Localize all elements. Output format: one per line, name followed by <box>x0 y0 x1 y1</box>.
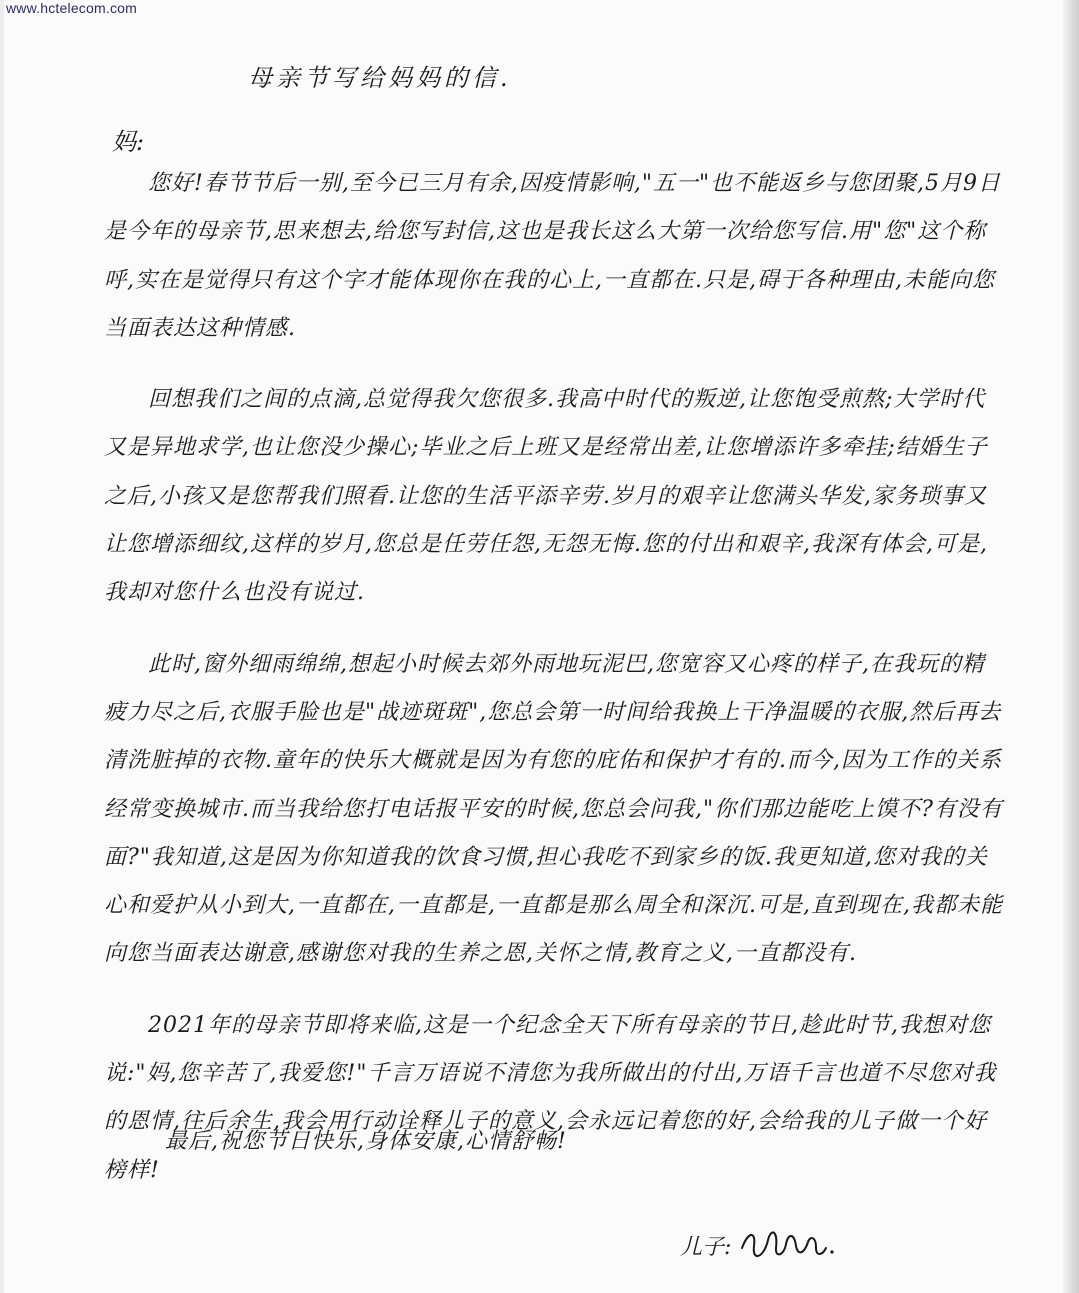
watermark-url: www.hctelecom.com <box>6 0 137 16</box>
signature-label: 儿子: <box>680 1235 732 1260</box>
letter-body <box>104 160 1004 1218</box>
closing-wishes: 最后,祝您节日快乐,身体安康,心情舒畅! <box>165 1129 567 1154</box>
letter-title: 母亲节写给妈妈的信. <box>248 64 512 92</box>
scan-edge-left <box>0 0 4 1293</box>
scan-edge-right <box>1063 0 1079 1293</box>
salutation: 妈: <box>112 128 145 156</box>
paragraph-2: 回想我们之间的点滴,总觉得我欠您很多.我高中时代的叛逆,让您饱受煎熬;大学时代又是异地求学,也让您没少操心;毕业之后上班又是经常出差,让您增添许多牵挂;结婚生子之后,小孩又是您帮我们照看.让您的生活平添辛劳.岁月的艰辛让您满头华发,家务琐事又让您增添细纹,这样的岁月,您总是任劳任怨,无怨无悔.您的付出和艰辛,我深有体会,可是,我却对您什么也没有说过. <box>104 387 988 606</box>
paragraph-3: 此时,窗外细雨绵绵,想起小时候去郊外雨地玩泥巴,您宽容又心疼的样子,在我玩的精疲力尽之后,衣服手脸也是"战迹斑斑",您总会第一时间给我换上干净温暖的衣服,然后再去清洗脏掉的衣物.童年的快乐大概就是因为有您的庇佑和保护才有的.而今,因为工作的关系经常变换城市.而当我给您打电话报平安的时候,您总会问我,"你们那边能吃上馍不?有没有面?"我知道,这是因为你知道我的饮食习惯,担心我吃不到家乡的饭.我更知道,您对我的关心和爱护从小到大,一直都在,一直都是,一直都是那么周全和深沉.可是,直到现在,我都未能向您当面表达谢意,感谢您对我的生养之恩,关怀之情,教育之义,一直都没有. <box>104 651 1003 967</box>
paragraph-1: 您好!春节节后一别,至今已三月有余,因疫情影响,"五一"也不能返乡与您团聚,5月9日是今年的母亲节,思来想去,给您写封信,这也是我长这么大第一次给您写信.用"您"这个称呼,实在是觉得只有这个字才能体现你在我的心上,一直都在.只是,碍于各种理由,未能向您当面表达这种情感. <box>104 171 1002 341</box>
handwritten-signature <box>738 1218 838 1268</box>
paragraph-4: 2021年的母亲节即将来临,这是一个纪念全天下所有母亲的节日,趁此时节,我想对您说:"妈,您辛苦了,我爱您!"千言万语说不清您为我所做出的付出,万语千言也道不尽您对我的恩情,往后余生,我会用行动诠释儿子的意义,会永远记着您的好,会给我的儿子做一个好榜样! <box>104 1012 997 1183</box>
